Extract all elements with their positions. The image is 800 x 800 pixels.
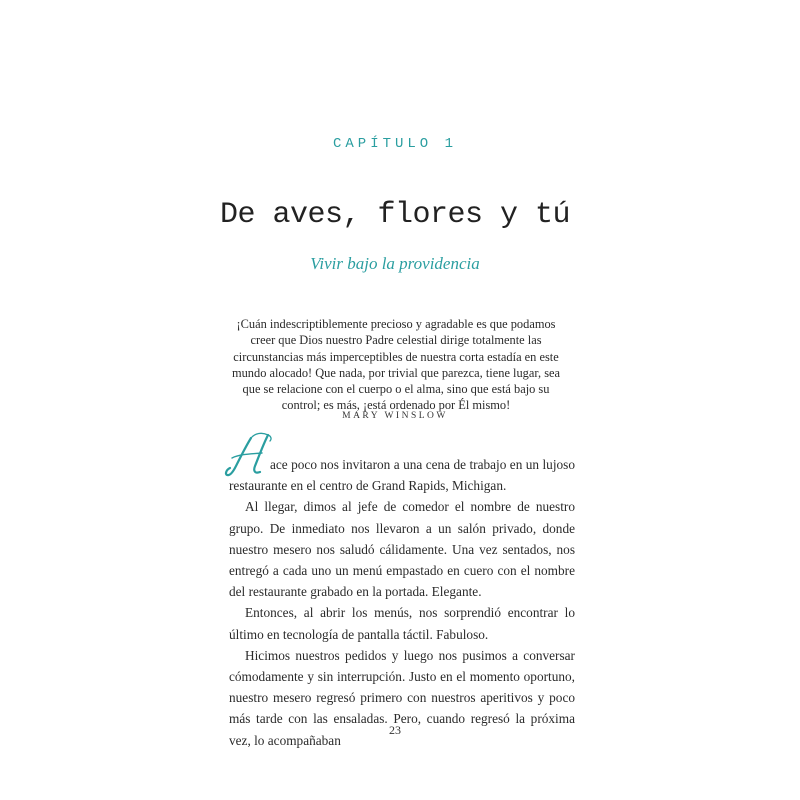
epigraph-quote: ¡Cuán indescriptiblemente precioso y agradable es que podamos creer que Dios nuestro Padre celestial dirige totalmente las circunstancias más imperceptibles de nuestra corta estadía en este mundo alocado! Que nada, por trivial que parezca, tiene lugar, sea que se relacione con el cuerpo o el alma, sino que está bajo su control; es más, ¡está ordenado por Él mismo! xyxy=(231,317,561,413)
chapter-title: De aves, flores y tú xyxy=(219,198,571,232)
body-text xyxy=(229,454,575,751)
paragraph-1: ace poco nos invitaron a una cena de trabajo en un lujoso restaurante en el centro de Grand Rapids, Michigan. xyxy=(229,457,575,494)
epigraph-author: MARY WINSLOW xyxy=(342,411,448,421)
chapter-subtitle: Vivir bajo la providencia xyxy=(310,254,480,273)
paragraph-3: Entonces, al abrir los menús, nos sorprendió encontrar lo último en tecnología de pantalla táctil. Fabuloso. xyxy=(229,605,575,642)
page-number: 23 xyxy=(389,723,401,737)
paragraph-4: Hicimos nuestros pedidos y luego nos pusimos a conversar cómodamente y sin interrupción. Justo en el momento oportuno, nuestro mesero regresó primero con nuestros aperitivos y poco más tarde con las ensaladas. Pero, cuando regresó la próxima vez, lo acompañaban xyxy=(229,647,575,748)
chapter-label: CAPÍTULO 1 xyxy=(332,136,457,152)
paragraph-2: Al llegar, dimos al jefe de comedor el nombre de nuestro grupo. De inmediato nos llevaron a un salón privado, donde nuestro mesero nos saludó cálidamente. Una vez sentados, nos entregó a cada uno un menú empastado en cuero con el nombre del restaurante grabado en la portada. Elegante. xyxy=(229,499,575,600)
